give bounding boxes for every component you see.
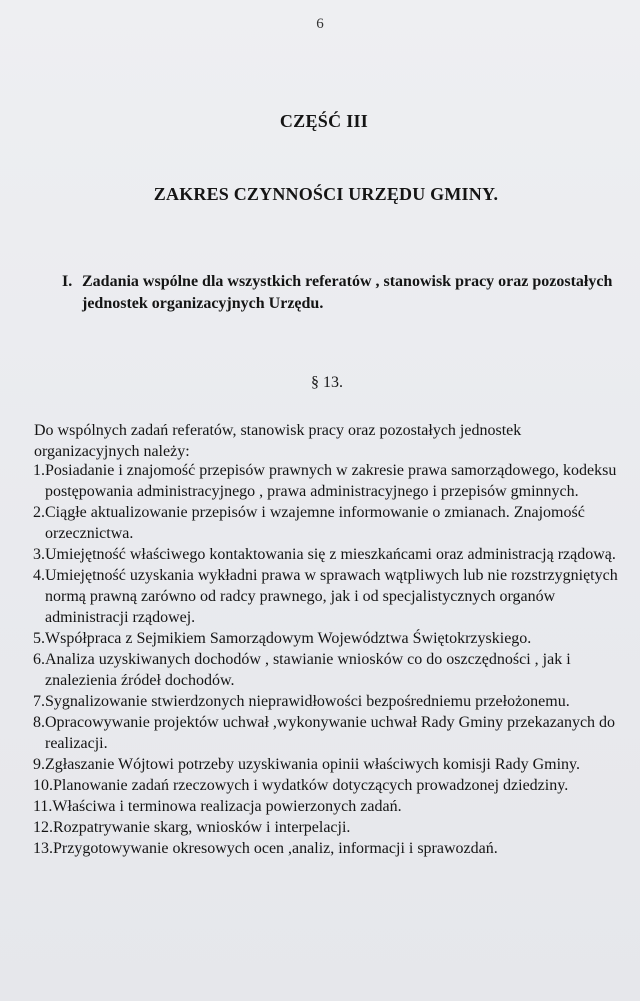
list-item: 4.Umiejętność uzyskania wykładni prawa w sprawach wątpliwych lub nie rozstrzygniętych normą prawną zarówno od radcy prawnego, jak i od specjalistycznych organów administracji rządowej. bbox=[33, 567, 618, 626]
list-item: 9.Zgłaszanie Wójtowi potrzeby uzyskiwania opinii właściwych komisji Rady Gminy. bbox=[33, 756, 581, 773]
list-item: 7.Sygnalizowanie stwierdzonych nieprawidłowości bezpośredniemu przełożonemu. bbox=[33, 693, 570, 710]
paragraph-sign: § 13. bbox=[311, 374, 343, 391]
list-item: 12.Rozpatrywanie skarg, wniosków i interpelacji. bbox=[33, 819, 351, 836]
list-item: 5.Współpraca z Sejmikiem Samorządowym Województwa Świętokrzyskiego. bbox=[33, 630, 532, 647]
list-item: 1.Posiadanie i znajomość przepisów prawnych w zakresie prawa samorządowego, kodeksu postępowania administracyjnego , prawa administracyjnego i przepisów gminnych. bbox=[33, 462, 617, 500]
duties-list bbox=[33, 460, 623, 859]
page-number: 6 bbox=[316, 16, 324, 32]
list-item: 2.Ciągłe aktualizowanie przepisów i wzajemne informowanie o zmianach. Znajomość orzecznictwa. bbox=[33, 504, 585, 542]
list-item: 6.Analiza uzyskiwanych dochodów , stawianie wniosków co do oszczędności , jak i znalezienia źródeł dochodów. bbox=[33, 651, 571, 689]
list-item: 13.Przygotowywanie okresowych ocen ,analiz, informacji i sprawozdań. bbox=[33, 840, 498, 857]
part-title: CZĘŚĆ III bbox=[279, 111, 369, 131]
list-item: 8.Opracowywanie projektów uchwał ,wykonywanie uchwał Rady Gminy przekazanych do realizacji. bbox=[33, 714, 616, 752]
list-item: 10.Planowanie zadań rzeczowych i wydatków dotyczących prowadzonej dziedziny. bbox=[33, 777, 569, 794]
section-number: I. bbox=[62, 273, 73, 290]
section-heading bbox=[62, 271, 622, 315]
main-title: ZAKRES CZYNNOŚCI URZĘDU GMINY. bbox=[153, 184, 499, 204]
list-item: 11.Właściwa i terminowa realizacja powierzonych zadań. bbox=[33, 798, 402, 815]
section-heading-text: Zadania wspólne dla wszystkich referatów , stanowisk pracy oraz pozostałych jednostek organizacyjnych Urzędu. bbox=[82, 273, 613, 312]
list-item: 3.Umiejętność właściwego kontaktowania się z mieszkańcami oraz administracją rządową. bbox=[33, 546, 616, 563]
intro-text: Do wspólnych zadań referatów, stanowisk pracy oraz pozostałych jednostek organizacyjnych należy: bbox=[34, 422, 522, 460]
